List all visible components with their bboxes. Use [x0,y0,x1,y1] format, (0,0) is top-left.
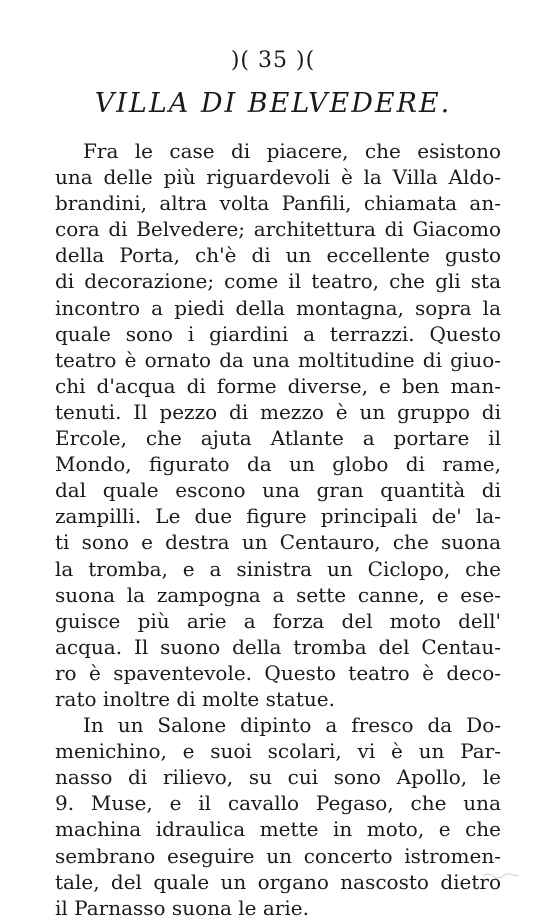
text-line: Ercole, che ajuta Atlante a portare il [55,426,501,451]
text-line: Mondo, figurato da un globo di rame, [55,452,501,477]
body-text [55,138,501,921]
page-title: VILLA DI BELVEDERE. [94,88,452,119]
text-line: suona la zampogna a sette canne, e ese- [55,582,501,607]
library-stamp-mark [482,870,520,880]
text-line: nasso di rilievo, su cui sono Apollo, le [55,765,501,790]
text-line: zampilli. Le due figure principali de' la- [55,504,501,529]
text-line: ro è spaventevole. Questo teatro è deco- [55,660,501,685]
text-line: la tromba, e a sinistra un Ciclopo, che [55,556,501,581]
text-line: In un Salone dipinto a fresco da Do- [83,713,501,738]
text-line: 9. Muse, e il cavallo Pegaso, che una [55,791,501,816]
text-line: Fra le case di piacere, che esistono [83,139,501,163]
text-line: dal quale escono una gran quantità di [55,478,501,503]
text-line: della Porta, ch'è di un eccellente gusto [55,243,501,268]
text-line: cora di Belvedere; architettura di Giacomo [55,217,501,242]
text-line: il Parnasso suona le arie. [55,895,309,920]
text-line: menichino, e suoi scolari, vi è un Par- [55,739,501,764]
text-line: sembrano eseguire un concerto istromen- [55,843,501,868]
text-line: acqua. Il suono della tromba del Centau- [55,634,501,659]
page-number: )( 35 )( [230,48,316,73]
text-line: rato inoltre di molte statue. [55,686,335,711]
text-line: tale, del quale un organo nascosto dietro [55,869,501,894]
text-line: machina idraulica mette in moto, e che [55,817,501,842]
text-line: brandini, altra volta Panfili, chiamata an- [55,191,501,216]
text-line: incontro a piedi della montagna, sopra la [55,295,501,320]
text-line: chi d'acqua di forme diverse, e ben man- [55,373,501,398]
text-line: guisce più arie a forza del moto dell' [55,608,501,633]
text-line: quale sono i giardini a terrazzi. Questo [55,321,501,346]
text-line: teatro è ornato da una moltitudine di giuo- [55,347,501,372]
text-line: di decorazione; come il teatro, che gli sta [55,269,501,294]
text-line: tenuti. Il pezzo di mezzo è un gruppo di [55,399,501,424]
text-line: ti sono e destra un Centauro, che suona [55,530,501,555]
text-line: una delle più riguardevoli è la Villa Aldo- [55,165,501,190]
